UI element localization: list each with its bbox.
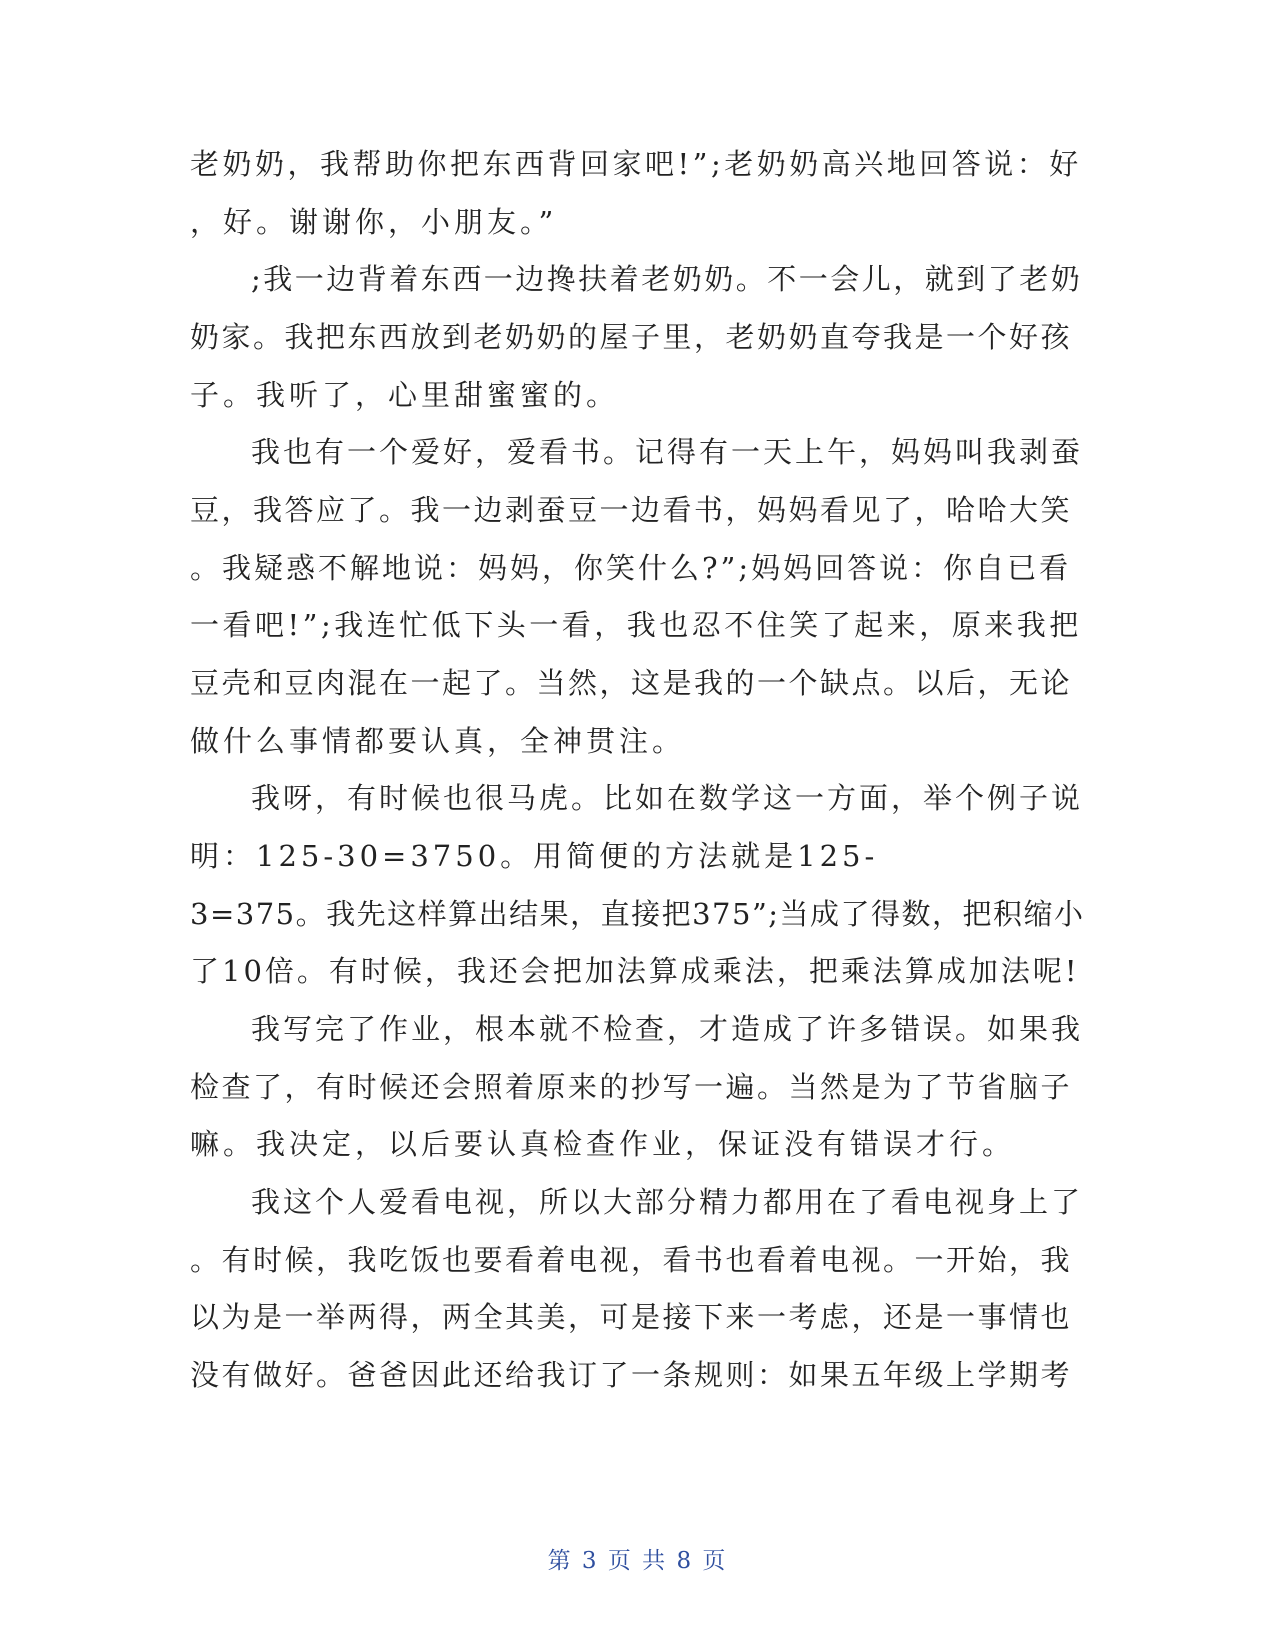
paragraph-3-line-1: 我也有一个爱好，爱看书。记得有一天上午，妈妈叫我剥蚕 bbox=[251, 435, 1084, 469]
paragraph-3-line-6: 做什么事情都要认真，全神贯注。 bbox=[190, 724, 686, 758]
paragraph-4-line-3: 3=375。我先这样算出结果，直接把375”;当成了得数，把积缩小 bbox=[190, 897, 1085, 931]
paragraph-1-line-2: ，好。谢谢你，小朋友。” bbox=[190, 205, 558, 239]
paragraph-3-line-5: 豆壳和豆肉混在一起了。当然，这是我的一个缺点。以后，无论 bbox=[190, 666, 1073, 700]
paragraph-5-line-2: 检查了，有时候还会照着原来的抄写一遍。当然是为了节省脑子 bbox=[190, 1070, 1073, 1104]
paragraph-2-line-3: 子。我听了，心里甜蜜蜜的。 bbox=[190, 378, 620, 412]
paragraph-3-line-2: 豆，我答应了。我一边剥蚕豆一边看书，妈妈看见了，哈哈大笑 bbox=[190, 493, 1073, 527]
paragraph-6-line-3: 以为是一举两得，两全其美，可是接下来一考虑，还是一事情也 bbox=[190, 1300, 1073, 1334]
paragraph-6-line-1: 我这个人爱看电视，所以大部分精力都用在了看电视身上了 bbox=[251, 1185, 1084, 1219]
paragraph-2-line-2: 奶家。我把东西放到老奶奶的屋子里，老奶奶直夸我是一个好孩 bbox=[190, 320, 1073, 354]
page-number-footer: 第 3 页 共 8 页 bbox=[547, 1548, 728, 1574]
paragraph-4-line-4: 了10倍。有时候，我还会把加法算成乘法，把乘法算成加法呢! bbox=[190, 954, 1080, 988]
paragraph-3-line-4: 一看吧!”;我连忙低下头一看，我也忍不住笑了起来，原来我把 bbox=[190, 608, 1082, 642]
paragraph-3-line-3: 。我疑惑不解地说：妈妈，你笑什么?”;妈妈回答说：你自已看 bbox=[190, 551, 1072, 585]
paragraph-4-line-2: 明：125-30=3750。用简便的方法就是125- bbox=[190, 839, 879, 873]
paragraph-5-line-3: 嘛。我决定，以后要认真检查作业，保证没有错误才行。 bbox=[190, 1127, 1016, 1161]
paragraph-1-line-1: 老奶奶，我帮助你把东西背回家吧!”;老奶奶高兴地回答说：好 bbox=[190, 147, 1082, 181]
paragraph-6-line-4: 没有做好。爸爸因此还给我订了一条规则：如果五年级上学期考 bbox=[190, 1358, 1073, 1392]
paragraph-6-line-2: 。有时候，我吃饭也要看着电视，看书也看着电视。一开始，我 bbox=[190, 1243, 1073, 1277]
paragraph-2-line-1: ;我一边背着东西一边搀扶着老奶奶。不一会儿，就到了老奶 bbox=[251, 262, 1083, 296]
paragraph-4-line-1: 我呀，有时候也很马虎。比如在数学这一方面，举个例子说 bbox=[251, 781, 1084, 815]
paragraph-5-line-1: 我写完了作业，根本就不检查，才造成了许多错误。如果我 bbox=[251, 1012, 1084, 1046]
